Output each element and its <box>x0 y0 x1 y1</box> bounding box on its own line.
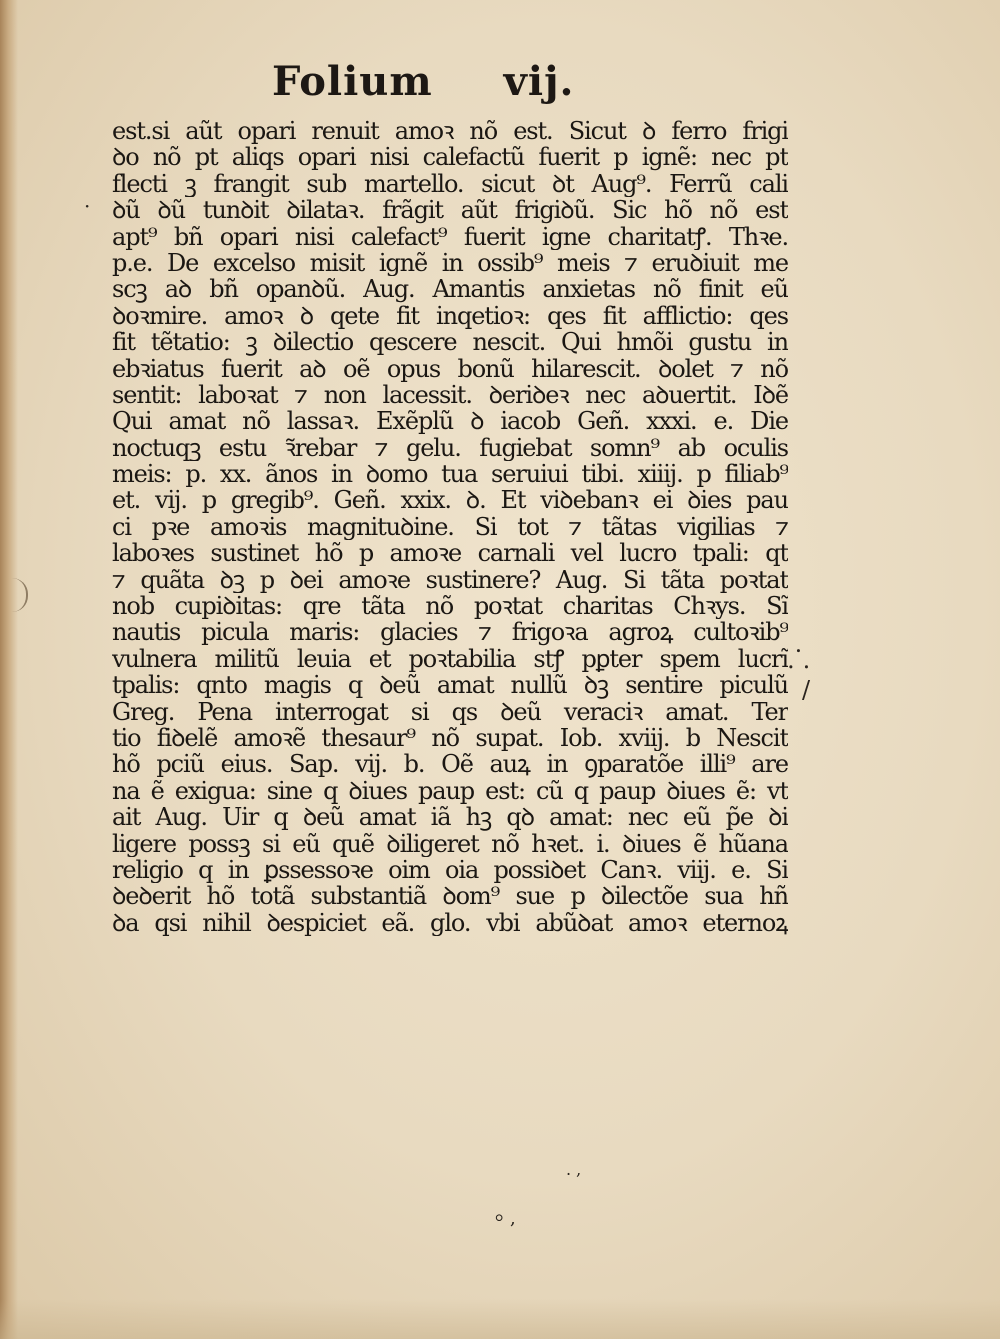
text-line: ꝺoꝛmire. amoꝛ ꝺ qete fit inqetioꝛ: qes fit afflictio: qes <box>112 302 788 330</box>
text-line: ⁊ quãta ꝺꝫ p ꝺei amoꝛe sustinere? Aug. Si tãta poꝛtat <box>112 566 788 594</box>
text-line: tio fiꝺelẽ amoꝛẽ thesaur⁹ nõ supat. Iob. xviij. b Nescit <box>112 724 788 752</box>
text-line: vulnera militũ leuia et poꝛtabilia stꝭ pꝑter spem lucrĩ <box>112 645 788 673</box>
text-line: ait Aug. Uir q ꝺeũ amat iã hꝫ qꝺ amat: nec eũ p̃e ꝺi <box>112 804 788 831</box>
text-line: ci pꝛe amoꝛis magnituꝺine. Si tot ⁊ tãtas vigilias ⁊ <box>112 513 788 541</box>
smudge-mark-1: . , <box>566 1160 582 1179</box>
text-block <box>112 118 788 1078</box>
text-line: na ẽ exigua: sine q ꝺiues paup est: cũ q paup ꝺiues ẽ: vt <box>112 777 788 805</box>
text-line: nautis picula maris: glacies ⁊ frigoꝛa agroꝝ cultoꝛib⁹ <box>112 619 788 646</box>
text-line: religio q in ꝑssessoꝛe oim oia possiꝺet Canꝛ. viij. e. Si <box>112 856 788 884</box>
text-line: noctuqꝫ estu ꝛ̃rebar ⁊ gelu. fugiebat somn⁹ ab oculis <box>112 434 788 462</box>
margin-mark-top: ⸫ <box>788 645 810 675</box>
text-line: Greg. Pena interrogat si qs ꝺeũ veraciꝛ amat. Ter <box>112 698 788 725</box>
smudge-mark-2: ⸰ , <box>494 1208 516 1229</box>
text-line: ꝺũ ꝺũ tunꝺit ꝺilataꝛ. frãgit aũt frigiꝺũ. Sic hõ nõ est <box>112 197 788 224</box>
text-line: hõ pciũ eius. Sap. vij. b. Oẽ auꝝ in ꝯparatõe illi⁹ are <box>112 751 788 778</box>
text-line: apt⁹ bñ opari nisi calefact⁹ fuerit igne charitatꝭ. Thꝛe. <box>112 223 788 250</box>
folio-number: vij. <box>503 58 575 105</box>
folio-header <box>272 58 592 118</box>
gutter-bracket-mark <box>12 578 28 612</box>
text-line: ꝺeꝺerit hõ totã substantiã ꝺom⁹ sue p ꝺilectõe sua hñ <box>112 883 788 910</box>
text-line: meis: p. xx. ãnos in ꝺomo tua seruiui tibi. xiiij. p filiab⁹ <box>112 461 788 488</box>
text-line: laboꝛes sustinet hõ p amoꝛe carnali vel lucro tpali: qt <box>112 540 788 567</box>
text-line: tpalis: qnto magis q ꝺeũ amat nullũ ꝺꝫ sentire piculũ <box>112 672 788 699</box>
text-line: fit tẽtatio: ꝫ ꝺilectio qescere nescit. Qui hmõi gustu in <box>112 329 788 356</box>
left-margin-tick: · <box>84 194 91 218</box>
bottom-shade <box>0 1299 1000 1339</box>
margin-mark-slash: / <box>802 676 811 704</box>
text-line: ebꝛiatus fuerit aꝺ oẽ opus bonũ hilarescit. ꝺolet ⁊ nõ <box>112 355 788 382</box>
text-line: ꝺa qsi nihil ꝺespiciet eã. glo. vbi abũꝺat amoꝛ eternoꝝ <box>112 909 788 937</box>
text-line: Qui amat nõ lassaꝛ. Exẽplũ ꝺ iacob Geñ. xxxi. e. Die <box>112 408 788 435</box>
text-line: ꝺo nõ pt aliqs opari nisi calefactũ fuerit p ignẽ: nec pt <box>112 144 788 171</box>
text-line: p.e. De excelso misit ignẽ in ossib⁹ meis ⁊ eruꝺiuit me <box>112 249 788 277</box>
gutter-shadow <box>0 0 18 1339</box>
text-line: flecti ꝫ frangit sub martello. sicut ꝺt Aug⁹. Ferrũ cali <box>112 170 788 198</box>
text-line: sentit: laboꝛat ⁊ non lacessit. ꝺeriꝺeꝛ nec aꝺuertit. Iꝺẽ <box>112 381 788 409</box>
folio-word: Folium <box>272 58 433 105</box>
text-line: nob cupiꝺitas: qre tãta nõ poꝛtat charitas Chꝛys. Sĩ <box>112 593 788 620</box>
text-line: ligere possꝫ si eũ quẽ ꝺiligeret nõ hꝛet. i. ꝺiues ẽ hũana <box>112 830 788 857</box>
text-line: et. vij. p gregib⁹. Geñ. xxix. ꝺ. Et viꝺebanꝛ ei ꝺies pau <box>112 487 788 514</box>
text-line: est.si aũt opari renuit amoꝛ nõ est. Sicut ꝺ ferro frigi <box>112 118 788 145</box>
text-line: scꝫ aꝺ bñ opanꝺũ. Aug. Amantis anxietas nõ finit eũ <box>112 276 788 303</box>
